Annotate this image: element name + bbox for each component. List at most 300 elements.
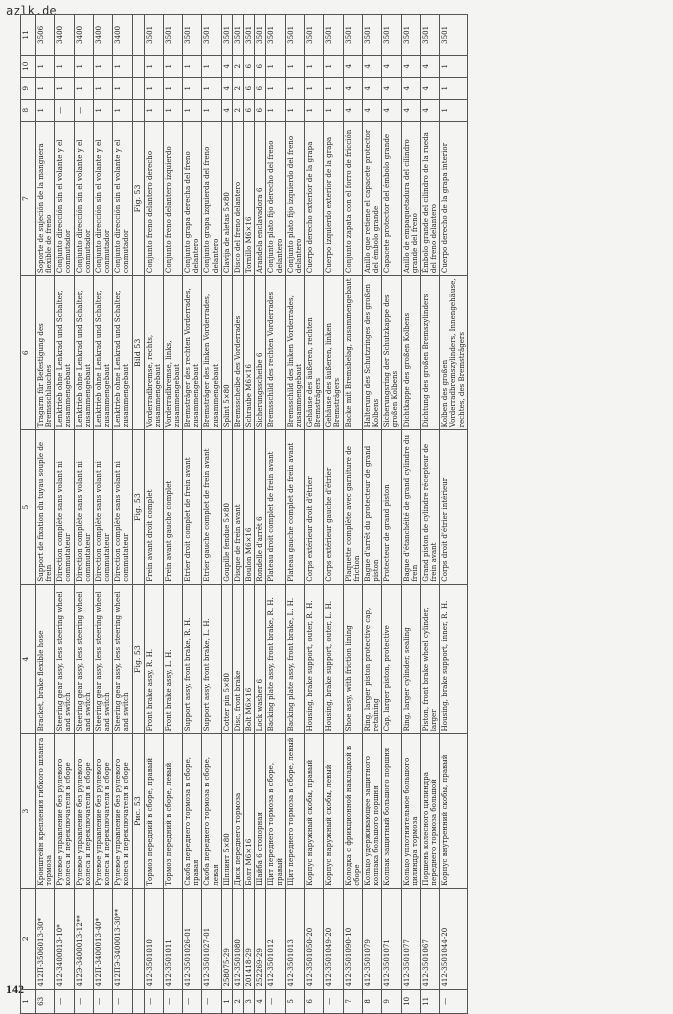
- table-row: [285, 15, 304, 1014]
- table-cell-c6: Sicherungsscheibe 6: [255, 276, 266, 430]
- table-cell-c2: 252269-29: [255, 888, 266, 989]
- header-col-9: 9: [21, 77, 36, 99]
- table-cell-c10: 2: [232, 55, 243, 77]
- table-cell-c7: Cuerpo derecho de la grapa interior: [440, 121, 467, 275]
- table-cell-c5: Frein avant gauche complet: [163, 430, 182, 584]
- table-cell-c8: 1: [324, 99, 343, 121]
- table-cell-c8: 4: [420, 99, 439, 121]
- table-cell-c9: 1: [440, 77, 467, 99]
- table-cell-c5: Direction complète sans volant ni commutateur: [74, 430, 93, 584]
- table-cell-c9: 4: [221, 77, 232, 99]
- parts-table-rotated: [20, 14, 666, 1014]
- table-cell-c3: Шплинт 5×80: [221, 734, 232, 888]
- table-cell-c5: Direction complète sans volant ni commutateur: [93, 430, 112, 584]
- table-cell-c1: —: [163, 989, 182, 1013]
- table-cell-c3: Кронштейн крепления гибкого шланга тормоза: [36, 734, 55, 888]
- table-cell-c3: Щит переднего тормоза в сборе, правый: [266, 734, 285, 888]
- table-cell-c7: Tornillo M6×16: [244, 121, 255, 275]
- table-row: [221, 15, 232, 1014]
- table-cell-c11: 3501: [362, 15, 381, 56]
- table-cell-c11: 3501: [232, 15, 243, 56]
- table-row: [343, 15, 362, 1014]
- header-col-8: 8: [21, 99, 36, 121]
- table-cell-c3: Тормоз передний в сборе, левый: [163, 734, 182, 888]
- table-cell-c11: 3400: [113, 15, 132, 56]
- table-cell-c2: 412-3501090-10: [343, 888, 362, 989]
- table-cell-c2: 412-3501010: [144, 888, 163, 989]
- table-cell-c4: Housing, brake support, outer, L. H.: [324, 584, 343, 734]
- table-cell-c6: Bremsträger des rechten Vorderrades, zusammengebaut: [183, 276, 202, 430]
- table-cell-c7: Cuerpo derecho exterior de la grapa: [305, 121, 324, 275]
- table-cell-c9: 4: [420, 77, 439, 99]
- table-cell-c7: Conjunto dirección sin el volante y el conmutador: [74, 121, 93, 275]
- header-row: [21, 15, 36, 1014]
- table-cell-c8: 1: [285, 99, 304, 121]
- table-cell-c3: Корпус внутренний скобы, правый: [440, 734, 467, 888]
- table-cell-c1: 5: [285, 989, 304, 1013]
- table-cell-c8: 1: [305, 99, 324, 121]
- figure-label-ru: Рис. 53: [132, 734, 144, 888]
- table-cell-c11: 3501: [285, 15, 304, 56]
- table-cell-c7: Conjunto dirección sin el volante y el conmutador: [55, 121, 74, 275]
- table-cell-c3: Рулевое управление без рулевого колеса и переключателя в сборе: [55, 734, 74, 888]
- table-row: [420, 15, 439, 1014]
- table-cell-c4: Steering gear assy, less steering wheel and switch: [74, 584, 93, 734]
- table-cell-c4: Housing, brake support, outer, R. H.: [305, 584, 324, 734]
- table-cell-c7: Disco del freno delantero: [232, 121, 243, 275]
- table-cell-c10: 1: [202, 55, 221, 77]
- table-cell-c9: 4: [401, 77, 420, 99]
- site-watermark: azlk.de: [6, 4, 57, 18]
- table-cell-c1: 6: [305, 989, 324, 1013]
- table-cell-c3: Корпус наружный скобы, правый: [305, 734, 324, 888]
- table-cell-c8: 2: [232, 99, 243, 121]
- table-cell-c2: 412-3501080: [232, 888, 243, 989]
- table-cell-c1: —: [55, 989, 74, 1013]
- table-cell-c2: 412-3501079: [362, 888, 381, 989]
- table-row: [244, 15, 255, 1014]
- table-row: [305, 15, 324, 1014]
- table-cell-c1: 10: [401, 989, 420, 1013]
- figure-label-fr: Fig. 53: [132, 430, 144, 584]
- table-cell-c10: 1: [440, 55, 467, 77]
- table-cell-c3: Скоба переднего тормоза в сборе, правая: [183, 734, 202, 888]
- table-cell-c8: 1: [163, 99, 182, 121]
- table-row: [36, 15, 55, 1014]
- table-cell-c8: 4: [382, 99, 401, 121]
- table-cell-c11: 3400: [74, 15, 93, 56]
- header-col-6: 6: [21, 276, 36, 430]
- table-cell-c5: Etrier gauche complet de frein avant: [202, 430, 221, 584]
- table-cell-c9: 1: [266, 77, 285, 99]
- table-cell-c9: 6: [244, 77, 255, 99]
- table-row: [401, 15, 420, 1014]
- table-cell-c2: 412-3501049-20: [324, 888, 343, 989]
- table-cell-c8: —: [74, 99, 93, 121]
- table-cell-c10: 1: [183, 55, 202, 77]
- table-cell-c7: Anillo que retiene el capacete protector del émbolo grande: [362, 121, 381, 275]
- table-cell-c10: 1: [305, 55, 324, 77]
- table-cell-c4: Steering gear assy, less steering wheel and switch: [93, 584, 112, 734]
- table-cell-c1: —: [266, 989, 285, 1013]
- table-cell-c9: 4: [382, 77, 401, 99]
- table-cell-c11: 3501: [144, 15, 163, 56]
- header-col-1: 1: [21, 989, 36, 1013]
- table-cell-c3: Корпус наружный скобы, левый: [324, 734, 343, 888]
- table-cell-c9: 1: [324, 77, 343, 99]
- table-cell-c3: Болт М6×16: [244, 734, 255, 888]
- table-cell-c5: Disque de frein avant: [232, 430, 243, 584]
- table-cell-c9: 1: [305, 77, 324, 99]
- table-cell-c3: Кольцо удерживающее защитного колпака большого поршня: [362, 734, 381, 888]
- table-cell-c3: Шайба 6 стопорная: [255, 734, 266, 888]
- table-cell-c1: —: [440, 989, 467, 1013]
- table-cell-c1: —: [183, 989, 202, 1013]
- parts-table: [20, 14, 468, 1014]
- table-cell-c9: 6: [255, 77, 266, 99]
- table-cell-c8: 4: [401, 99, 420, 121]
- table-cell-c7: Conjunto zapata con el forro de fricción: [343, 121, 362, 275]
- table-cell-c6: Halterung des Schutzringes des großen Kolbens: [362, 276, 381, 430]
- table-cell-c5: Plateau gauche complet de frein avant: [285, 430, 304, 584]
- table-cell-c3: Рулевое управление без рулевого колеса и переключателя в сборе: [74, 734, 93, 888]
- table-cell-c4: Cotter pin 5×80: [221, 584, 232, 734]
- table-cell-c2: 412ПЭ-3400013-30**: [113, 888, 132, 989]
- page-number: 142: [6, 982, 24, 996]
- table-cell-c2: 412-3501013: [285, 888, 304, 989]
- table-cell-c4: Bolt M6×16: [244, 584, 255, 734]
- table-cell-c7: Capacete protector del émbolo grande: [382, 121, 401, 275]
- table-cell-c5: Corps droit d'étrier intérieur: [440, 430, 467, 584]
- table-cell-c3: Колпак защитный большого поршня: [382, 734, 401, 888]
- table-cell-c6: Backe mit Bremsbelag, zusammengebaut: [343, 276, 362, 430]
- table-cell-c6: Gehäuse des äußeren, linken Bremsträgers: [324, 276, 343, 430]
- table-cell-c10: 1: [55, 55, 74, 77]
- header-col-5: 5: [21, 430, 36, 584]
- table-cell-c4: Ring, larger cylinder, sealing: [401, 584, 420, 734]
- table-row: [440, 15, 467, 1014]
- table-cell-c10: 1: [163, 55, 182, 77]
- table-cell: [132, 99, 144, 121]
- table-cell-c11: 3501: [343, 15, 362, 56]
- table-cell-c6: Dichtung des großen Bremszylinders: [420, 276, 439, 430]
- table-cell-c8: 1: [36, 99, 55, 121]
- table-cell-c5: Goupille fendue 5×80: [221, 430, 232, 584]
- table-cell-c5: Boulon M6×16: [244, 430, 255, 584]
- table-cell-c4: Steering gear assy, less steering wheel and switch: [55, 584, 74, 734]
- table-cell-c7: Anillo de empaquetadura del cilindro grande del freno: [401, 121, 420, 275]
- table-cell-c1: —: [93, 989, 112, 1013]
- table-cell-c1: —: [324, 989, 343, 1013]
- table-row: [163, 15, 182, 1014]
- table-cell-c1: 2: [232, 989, 243, 1013]
- table-cell: [132, 989, 144, 1013]
- table-cell-c4: Piston, front brake wheel cylinder, larger: [420, 584, 439, 734]
- table-row: [113, 15, 132, 1014]
- table-cell-c9: 1: [144, 77, 163, 99]
- table-cell-c6: Kolben des großen Vorderradbremszylinders, Innengehäuse, rechtes, des Bremsträgers: [440, 276, 467, 430]
- table-cell-c2: 412-3501011: [163, 888, 182, 989]
- figure-label-de: Bild 53: [132, 276, 144, 430]
- table-cell-c5: Grand piston de cylindre récepteur de frein avant: [420, 430, 439, 584]
- table-cell-c4: Front brake assy, R. H.: [144, 584, 163, 734]
- table-cell-c7: Conjunto plato fijo izquierdo del freno delantero: [285, 121, 304, 275]
- table-row: [183, 15, 202, 1014]
- table-cell-c11: 3501: [244, 15, 255, 56]
- table-cell-c5: Bague d'arrêt du protecteur de grand piston: [362, 430, 381, 584]
- table-cell-c11: 3501: [382, 15, 401, 56]
- table-cell-c6: Bremsscheibe des Vorderrades: [232, 276, 243, 430]
- table-cell-c2: 412П-3506013-30*: [36, 888, 55, 989]
- table-cell-c5: Direction complète sans volant ni commutateur: [113, 430, 132, 584]
- table-cell-c2: 412-3501077: [401, 888, 420, 989]
- table-cell-c6: Splint 5×80: [221, 276, 232, 430]
- table-cell-c10: 1: [266, 55, 285, 77]
- table-cell-c1: —: [74, 989, 93, 1013]
- table-cell-c6: Bremsschild des linken Vorderrades, zusammengebaut: [285, 276, 304, 430]
- table-cell-c9: 1: [183, 77, 202, 99]
- table-cell-c4: Cap, larger piston, protective: [382, 584, 401, 734]
- table-cell-c9: 1: [74, 77, 93, 99]
- table-cell-c7: Émbolo grande del cilindro de la rueda del freno delantero: [420, 121, 439, 275]
- table-row: [55, 15, 74, 1014]
- table-cell-c4: Backing plate assy, front brake, R. H.: [266, 584, 285, 734]
- table-cell-c2: 258075-29: [221, 888, 232, 989]
- table-cell-c3: Тормоз передний в сборе, правый: [144, 734, 163, 888]
- table-cell-c10: 4: [221, 55, 232, 77]
- table-cell: [132, 77, 144, 99]
- table-cell-c11: 3501: [255, 15, 266, 56]
- table-cell-c1: 7: [343, 989, 362, 1013]
- table-cell-c11: 3501: [401, 15, 420, 56]
- table-cell-c6: Bremsschild des rechten Vorderrades: [266, 276, 285, 430]
- table-cell-c7: Conjunto grapa derecha del freno delantero: [183, 121, 202, 275]
- table-cell-c9: 4: [362, 77, 381, 99]
- table-cell-c11: 3501: [202, 15, 221, 56]
- table-cell-c10: 6: [244, 55, 255, 77]
- table-cell-c6: Schraube M6×16: [244, 276, 255, 430]
- table-cell-c7: Conjunto freno delantero derecho: [144, 121, 163, 275]
- table-row: [362, 15, 381, 1014]
- table-cell-c1: 11: [420, 989, 439, 1013]
- table-cell-c11: 3501: [305, 15, 324, 56]
- table-cell-c3: Диск переднего тормоза: [232, 734, 243, 888]
- table-cell-c8: 6: [244, 99, 255, 121]
- table-row: [93, 15, 112, 1014]
- figure-row: [132, 15, 144, 1014]
- table-cell-c3: Щит переднего тормоза в сборе, левый: [285, 734, 304, 888]
- table-cell-c7: Soporte de sujeción de la manguera flexible de freno: [36, 121, 55, 275]
- table-row: [202, 15, 221, 1014]
- table-cell-c7: Conjunto plato fijo derecho del freno delantero: [266, 121, 285, 275]
- table-cell-c8: 1: [183, 99, 202, 121]
- table-row: [382, 15, 401, 1014]
- table-cell-c8: 4: [221, 99, 232, 121]
- header-col-2: 2: [21, 888, 36, 989]
- table-cell-c4: Bracket, brake flexible hose: [36, 584, 55, 734]
- table-cell-c4: Steering gear assy, less steering wheel and switch: [113, 584, 132, 734]
- table-cell-c1: 9: [382, 989, 401, 1013]
- header-col-4: 4: [21, 584, 36, 734]
- table-cell: [132, 888, 144, 989]
- table-cell-c2: 412-3400013-10*: [55, 888, 74, 989]
- table-cell-c10: 1: [113, 55, 132, 77]
- table-cell-c1: 3: [244, 989, 255, 1013]
- header-col-10: 10: [21, 55, 36, 77]
- table-cell-c9: 1: [93, 77, 112, 99]
- table-cell-c8: 1: [202, 99, 221, 121]
- table-cell-c10: 1: [74, 55, 93, 77]
- table-cell-c7: Arandela enclavadora 6: [255, 121, 266, 275]
- header-col-11: 11: [21, 15, 36, 56]
- table-cell-c1: —: [144, 989, 163, 1013]
- table-cell-c8: 1: [93, 99, 112, 121]
- table-cell-c3: Рулевое управление без рулевого колеса и переключателя в сборе: [113, 734, 132, 888]
- table-cell-c10: 4: [382, 55, 401, 77]
- table-cell-c10: 4: [362, 55, 381, 77]
- table-cell-c5: Support de fixation du tuyau souple de frein: [36, 430, 55, 584]
- table-cell-c4: Shoe assy, with friction lining: [343, 584, 362, 734]
- table-cell-c10: 1: [324, 55, 343, 77]
- table-cell-c6: Bremsträger des linken Vorderrades, zusammengebaut: [202, 276, 221, 430]
- table-cell-c4: Disc, front brake: [232, 584, 243, 734]
- table-cell-c11: 3506: [36, 15, 55, 56]
- table-cell-c11: 3501: [440, 15, 467, 56]
- table-cell-c7: Clavija de aletas 5×80: [221, 121, 232, 275]
- table-cell-c2: 412-3501050-20: [305, 888, 324, 989]
- table-cell-c11: 3501: [163, 15, 182, 56]
- table-cell-c9: 1: [163, 77, 182, 99]
- table-cell-c9: 1: [55, 77, 74, 99]
- table-row: [144, 15, 163, 1014]
- table-cell: [132, 15, 144, 56]
- figure-row-group: [132, 15, 144, 1014]
- table-cell-c5: Corps extérieur gauche d'étrier: [324, 430, 343, 584]
- table-cell-c10: 1: [144, 55, 163, 77]
- table-cell-c11: 3501: [266, 15, 285, 56]
- table-cell-c6: Vorderradbremse, rechts, zusammengebaut: [144, 276, 163, 430]
- table-cell-c5: Bague d'étanchéité de grand cylindre du frein: [401, 430, 420, 584]
- table-cell-c7: Conjunto grapa izquierda del freno delantero: [202, 121, 221, 275]
- table-cell-c8: 4: [362, 99, 381, 121]
- table-cell-c4: Backing plate assy, front brake, L. H.: [285, 584, 304, 734]
- table-cell-c10: 4: [401, 55, 420, 77]
- table-cell-c8: 1: [440, 99, 467, 121]
- table-cell-c3: Скоба переднего тормоза в сборе, левая: [202, 734, 221, 888]
- table-cell-c7: Conjunto freno delantero izquierdo: [163, 121, 182, 275]
- table-cell-c1: 8: [362, 989, 381, 1013]
- table-cell-c7: Conjunto dirección sin el volante y el conmutador: [113, 121, 132, 275]
- table-cell-c4: Ring, larger piston protective cap, retaining: [362, 584, 381, 734]
- table-cell-c5: Frein avant droit complet: [144, 430, 163, 584]
- table-cell-c6: Tragarm für Befestigung des Bremsschlauches: [36, 276, 55, 430]
- table-cell-c4: Support assy, front brake, L. H.: [202, 584, 221, 734]
- table-cell: [132, 55, 144, 77]
- table-cell-c4: Support assy, front brake, R. H.: [183, 584, 202, 734]
- table-cell-c5: Direction complète sans volant ni commutateur: [55, 430, 74, 584]
- table-cell-c4: Lock washer 6: [255, 584, 266, 734]
- table-cell-c2: 412-3501044-20: [440, 888, 467, 989]
- table-row: [74, 15, 93, 1014]
- table-cell-c6: Lenktrieb ohne Lenkrad und Schalter, zusammengebaut: [74, 276, 93, 430]
- table-cell-c2: 412-3501067: [420, 888, 439, 989]
- table-cell-c6: Dichtkappe des großen Kolbens: [401, 276, 420, 430]
- table-cell-c9: 1: [113, 77, 132, 99]
- table-cell-c9: 2: [232, 77, 243, 99]
- table-cell-c9: 1: [285, 77, 304, 99]
- table-cell-c11: 3501: [183, 15, 202, 56]
- table-cell-c5: Protecteur de grand piston: [382, 430, 401, 584]
- table-cell-c6: Lenktrieb ohne Lenkrad und Schalter, zusammengebaut: [55, 276, 74, 430]
- table-cell-c5: Corps extérieur droit d'étrier: [305, 430, 324, 584]
- table-cell-c11: 3400: [93, 15, 112, 56]
- table-cell-c9: 1: [36, 77, 55, 99]
- figure-label-en: Fig. 53: [132, 584, 144, 734]
- table-cell-c7: Conjunto dirección sin el volante y el conmutador: [93, 121, 112, 275]
- table-cell-c11: 3501: [324, 15, 343, 56]
- table-cell-c1: —: [202, 989, 221, 1013]
- table-body-bottom: [144, 15, 467, 1014]
- table-cell-c10: 6: [255, 55, 266, 77]
- table-cell-c11: 3501: [420, 15, 439, 56]
- table-cell-c6: Gehäuse des äußeren, rechten Bremsträgers: [305, 276, 324, 430]
- table-cell-c5: Plateau droit complet de frein avant: [266, 430, 285, 584]
- table-cell-c1: —: [113, 989, 132, 1013]
- table-cell-c10: 1: [93, 55, 112, 77]
- table-cell-c8: 1: [113, 99, 132, 121]
- table-body-top: [36, 15, 133, 1014]
- table-cell-c10: 1: [285, 55, 304, 77]
- table-cell-c8: —: [55, 99, 74, 121]
- table-cell-c2: 412-3501012: [266, 888, 285, 989]
- table-row: [266, 15, 285, 1014]
- table-cell-c10: 4: [343, 55, 362, 77]
- table-cell-c8: 1: [144, 99, 163, 121]
- table-cell-c2: 412П-3400013-40*: [93, 888, 112, 989]
- table-cell-c2: 412Э-3400013-12**: [74, 888, 93, 989]
- table-cell-c10: 4: [420, 55, 439, 77]
- table-cell-c6: Vorderradbremse, links, zusammengebaut: [163, 276, 182, 430]
- table-cell-c4: Front brake assy, L. H.: [163, 584, 182, 734]
- table-cell-c1: 63: [36, 989, 55, 1013]
- table-cell-c10: 1: [36, 55, 55, 77]
- table-cell-c9: 4: [343, 77, 362, 99]
- table-cell-c5: Rondelle d'arrêt 6: [255, 430, 266, 584]
- table-cell-c5: Plaquette complète avec garniture de friction: [343, 430, 362, 584]
- table-cell-c1: 1: [221, 989, 232, 1013]
- table-cell-c3: Кольцо уплотнительное большого цилиндра тормоза: [401, 734, 420, 888]
- table-cell-c7: Cuerpo izquierdo exterior de la grapa: [324, 121, 343, 275]
- table-cell-c6: Sicherungsring der Schutzkappe des großen Kolbens: [382, 276, 401, 430]
- table-cell-c3: Рулевое управление без рулевого колеса и переключателя в сборе: [93, 734, 112, 888]
- table-cell-c8: 6: [255, 99, 266, 121]
- table-cell-c2: 412-3501027-01: [202, 888, 221, 989]
- header-col-7: 7: [21, 121, 36, 275]
- table-cell-c11: 3501: [221, 15, 232, 56]
- table-cell-c2: 201418-29: [244, 888, 255, 989]
- table-row: [255, 15, 266, 1014]
- header-col-3: 3: [21, 734, 36, 888]
- table-cell-c9: 1: [202, 77, 221, 99]
- table-cell-c4: Housing, brake support, inner, R. H.: [440, 584, 467, 734]
- table-cell-c3: Колодка с фрикционной накладкой в сборе: [343, 734, 362, 888]
- table-cell-c6: Lenktrieb ohne Lenkrad und Schalter, zusammengebaut: [93, 276, 112, 430]
- table-cell-c3: Поршень колесного цилиндра переднего тормоза большой: [420, 734, 439, 888]
- table-cell-c11: 3400: [55, 15, 74, 56]
- figure-label-es: Fig. 53: [132, 121, 144, 275]
- table-cell-c5: Etrier droit complet de frein avant: [183, 430, 202, 584]
- table-cell-c8: 1: [266, 99, 285, 121]
